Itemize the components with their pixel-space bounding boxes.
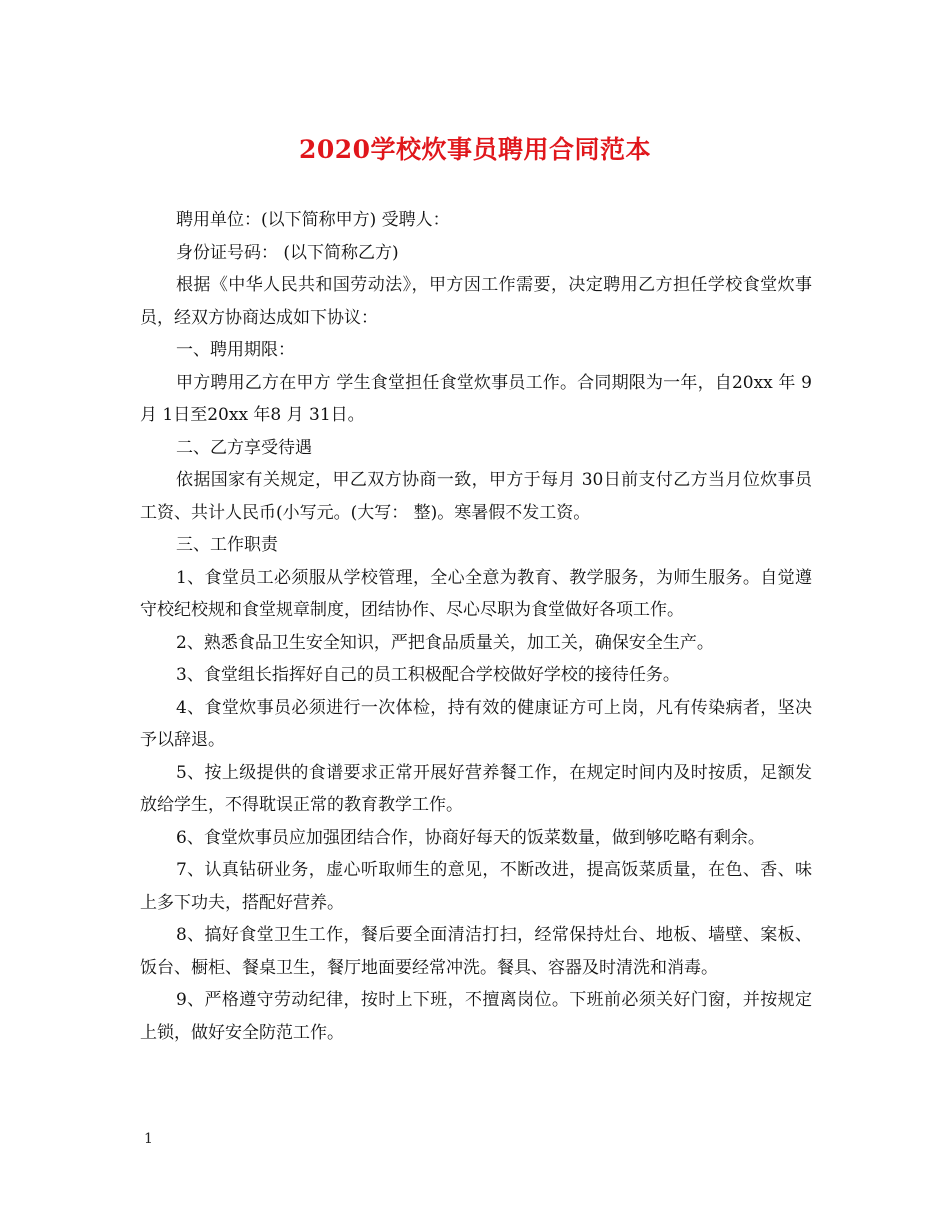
duty-item-4: 4、食堂炊事员必须进行一次体检，持有效的健康证方可上岗，凡有传染病者，坚决予以辞退。 [140,697,812,750]
section-heading-term: 一、聘用期限： [176,340,295,360]
paragraph-id-number: 身份证号码： (以下简称乙方) [176,242,399,263]
document-title: 2020学校炊事员聘用合同范本 [298,135,652,164]
duty-item-6: 6、食堂炊事员应加强团结合作，协商好每天的饭菜数量，做到够吃略有剩余。 [176,827,765,848]
duty-item-3: 3、食堂组长指挥好自己的员工积极配合学校做好学校的接待任务。 [176,665,680,685]
section-heading-benefits: 二、乙方享受待遇 [176,437,312,458]
paragraph-term: 甲方聘用乙方在甲方 学生食堂担任食堂炊事员工作。合同期限为一年，自20xx 年 9月 1日至20xx 年8 月 31日。 [140,372,812,425]
duty-item-5: 5、按上级提供的食谱要求正常开展好营养餐工作，在规定时间内及时按质，足额发放给学生，不得耽误正常的教育教学工作。 [140,762,812,815]
duty-item-9: 9、严格遵守劳动纪律，按时上下班，不擅离岗位。下班前必须关好门窗，并按规定上锁，做好安全防范工作。 [140,990,812,1043]
duty-item-8: 8、搞好食堂卫生工作，餐后要全面清洁打扫，经常保持灶台、地板、墙壁、案板、饭台、橱柜、餐桌卫生，餐厅地面要经常冲洗。餐具、容器及时清洗和消毒。 [140,925,812,978]
duty-item-1: 1、食堂员工必须服从学校管理，全心全意为教育、教学服务，为师生服务。自觉遵守校纪校规和食堂规章制度，团结协作、尽心尽职为食堂做好各项工作。 [140,567,812,620]
section-heading-duties: 三、工作职责 [176,535,278,555]
duty-item-2: 2、熟悉食品卫生安全知识，严把食品质量关，加工关，确保安全生产。 [176,632,714,653]
page-number: 1 [144,1131,153,1147]
paragraph-benefits: 依据国家有关规定，甲乙双方协商一致，甲方于每月 30日前支付乙方当月位炊事员工资、共计人民币(小写元。(大写： 整)。寒暑假不发工资。 [140,470,812,523]
paragraph-employer: 聘用单位：(以下简称甲方) 受聘人： [176,210,450,230]
paragraph-preamble: 根据《中华人民共和国劳动法》，甲方因工作需要，决定聘用乙方担任学校食堂炊事员，经双方协商达成如下协议： [140,275,812,328]
document-body [140,204,812,1049]
duty-item-7: 7、认真钻研业务，虚心听取师生的意见，不断改进，提高饭菜质量，在色、香、味上多下功夫，搭配好营养。 [140,860,812,913]
